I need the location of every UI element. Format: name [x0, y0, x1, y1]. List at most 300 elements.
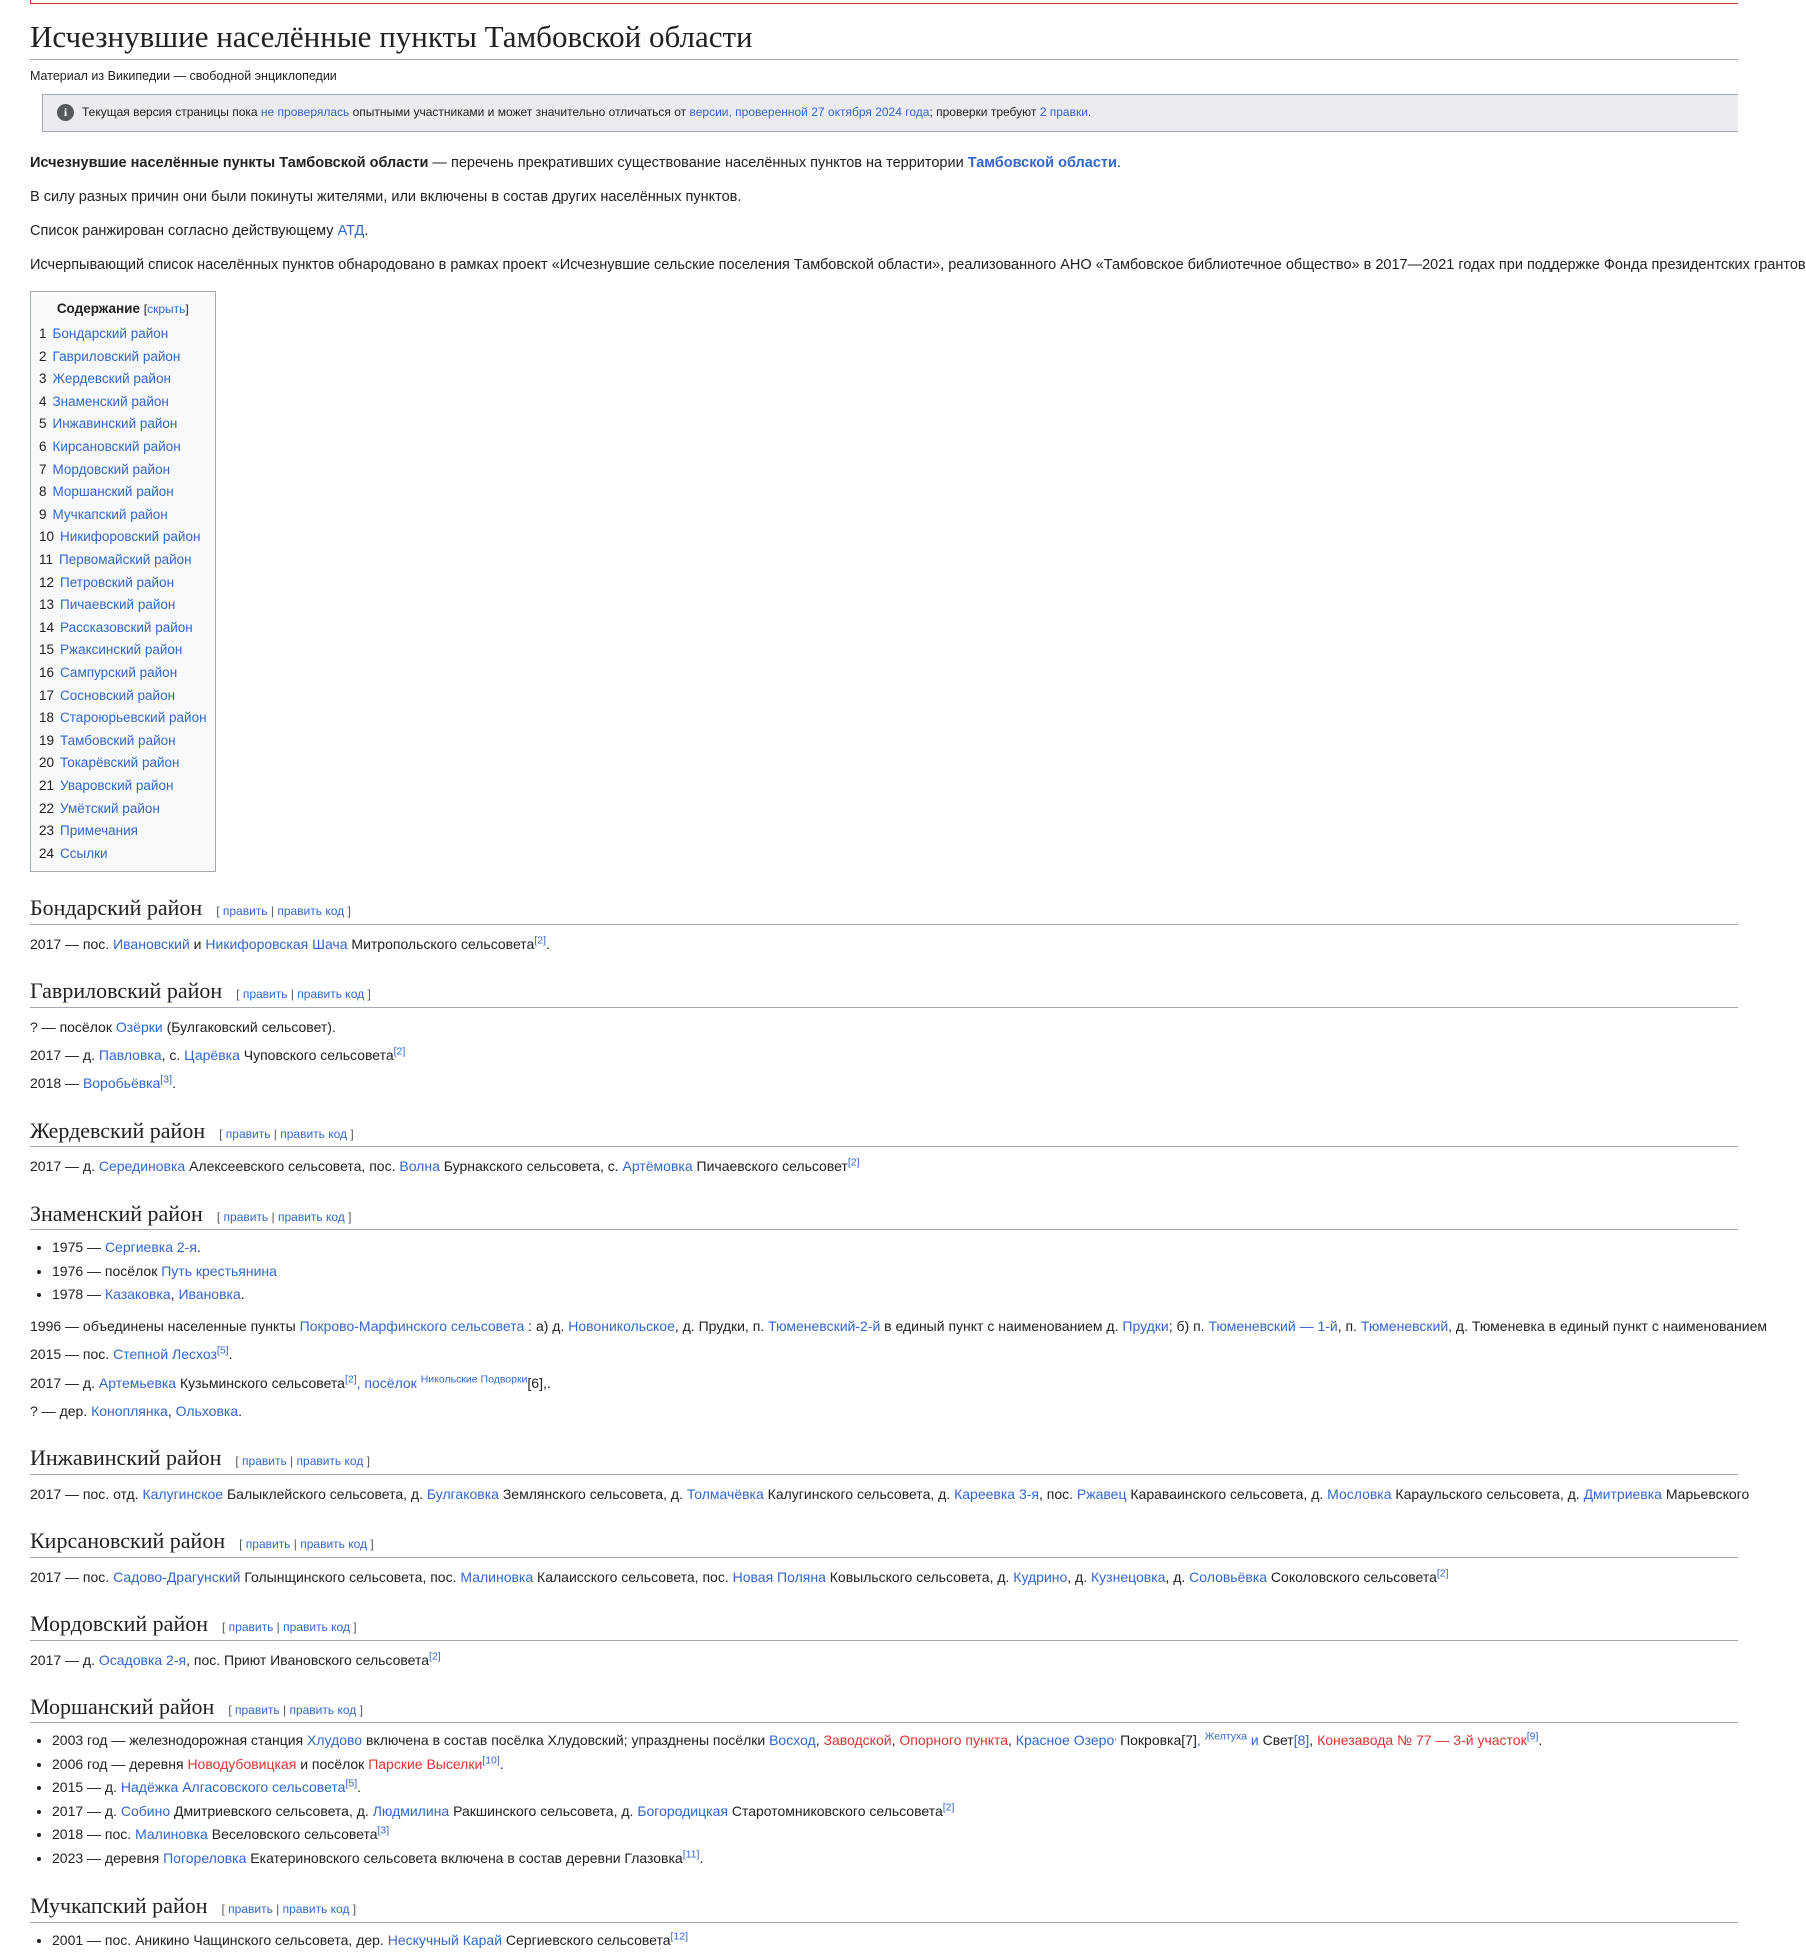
text-segment: Старотомниковского сельсовета — [727, 1802, 943, 1819]
toc-number: 18 — [39, 710, 55, 726]
edit-source-link[interactable]: править код — [297, 987, 365, 1002]
section-paragraph — [30, 1044, 1738, 1066]
edit-link[interactable]: править — [225, 1126, 271, 1141]
text-segment: Бурнакского сельсовета, с. — [439, 1158, 623, 1175]
toc-item[interactable] — [39, 368, 207, 391]
text-segment: 2015 — пос. — [30, 1346, 114, 1363]
edit-separator: | — [273, 1620, 284, 1635]
toc-item[interactable] — [39, 662, 207, 685]
text-segment: (Булгаковский сельсовет). — [162, 1018, 336, 1035]
text-segment: Калаисского сельсовета, пос. — [533, 1568, 733, 1585]
edit-link[interactable]: править — [242, 987, 288, 1002]
intro-paragraph-3: Список ранжирован согласно действующему АТД. — [30, 223, 369, 240]
toc-link[interactable]: Знаменский район — [52, 393, 169, 409]
edit-separator: | — [267, 904, 278, 919]
text-segment: Кузьминского сельсовета — [176, 1374, 345, 1391]
toc-link[interactable]: Моршанский район — [52, 484, 174, 500]
event-list — [30, 1929, 1738, 1952]
wiki-link[interactable]: Людмилина — [372, 1802, 450, 1819]
edit-source-link[interactable]: править код — [296, 1454, 364, 1469]
edit-source-link[interactable]: править код — [289, 1702, 357, 1717]
toc-link[interactable]: Сампурский район — [60, 664, 178, 680]
edit-separator: | — [270, 1126, 281, 1141]
wiki-link[interactable]: Кузнецовка — [1091, 1568, 1166, 1585]
edit-bracket: ] — [363, 1454, 370, 1469]
section-paragraph — [30, 1072, 1738, 1094]
text-segment: [6] — [527, 1374, 543, 1391]
text-segment: Екатериновского сельсовета включена в состав деревни Глазовка — [246, 1849, 683, 1866]
text-segment: Землянского сельсовета, д. — [498, 1485, 687, 1502]
edit-separator: | — [286, 1454, 297, 1469]
text-segment: 2017 — д. — [30, 1047, 99, 1064]
toc-number: 17 — [39, 687, 55, 703]
edit-section-links — [222, 1620, 357, 1634]
edit-section-links — [228, 1703, 363, 1717]
wiki-link[interactable]: Ольховка — [175, 1402, 239, 1419]
toc-number: 7 — [39, 461, 47, 477]
toc-number: 5 — [39, 416, 47, 432]
wiki-link[interactable]: [8] — [1293, 1732, 1310, 1749]
wiki-link[interactable]: Ржавец — [1076, 1485, 1127, 1502]
wiki-link[interactable]: Соловьёвка — [1189, 1568, 1268, 1585]
edit-bracket: ] — [349, 1620, 357, 1635]
edit-section-links — [235, 1454, 370, 1468]
toc-item[interactable] — [39, 346, 207, 369]
toc-item[interactable] — [39, 685, 207, 708]
wiki-link[interactable]: Серединовка — [98, 1158, 186, 1175]
text-segment: в единый пункт с наименованием д. — [880, 1317, 1123, 1334]
section-heading: Жердевский район [ править | править код ] — [30, 1117, 1738, 1148]
wiki-link[interactable]: Сергиевка 2-я — [104, 1239, 197, 1256]
toc-link[interactable]: Сосновский район — [60, 687, 176, 703]
text-segment: . — [238, 1402, 242, 1419]
list-item — [52, 1776, 1738, 1800]
reference-link[interactable]: [2] — [942, 1801, 955, 1814]
section-znamensky — [30, 1200, 1768, 1423]
wiki-link[interactable]: Никифоровская Шача — [205, 935, 348, 952]
text-segment: Голынщинского сельсовета, пос. — [240, 1568, 461, 1585]
edit-separator: | — [290, 1537, 301, 1552]
edit-link[interactable]: править — [228, 1902, 273, 1917]
toc-item[interactable] — [39, 730, 207, 753]
toc-link[interactable]: Уваровский район — [60, 777, 174, 793]
section-morshansky — [30, 1693, 1738, 1871]
redlink[interactable]: Парские Выселки — [368, 1755, 483, 1772]
toc-link[interactable]: Ссылки — [60, 845, 108, 861]
text-segment: Пичаевского сельсовет — [692, 1158, 848, 1175]
section-mordovsky — [30, 1610, 1738, 1671]
toc-item[interactable] — [39, 639, 207, 662]
intro-paragraph-4: Исчерпывающий список населённых пунктов обнародовано в рамках проект «Исчезнувшие сельские поселения Тамбовской области», реализованного АНО «Тамбовское библиотечное общество» в 2017—2021 годах при поддержке Фонда президентских грантов — [30, 257, 1806, 274]
reference-link[interactable]: , — [1114, 1730, 1121, 1743]
text-segment: 2006 год — деревня — [52, 1755, 188, 1772]
reference-link[interactable]: [2] — [1436, 1567, 1449, 1580]
text-segment: , д. — [1067, 1568, 1092, 1585]
reference-link[interactable]: [9] — [1526, 1730, 1539, 1743]
wiki-link[interactable]: Собино — [120, 1802, 171, 1819]
text-segment: , д. Прудки, п. — [674, 1317, 769, 1334]
wiki-link[interactable]: Царёвка — [184, 1047, 240, 1064]
wiki-link[interactable]: Садово-Драгунский — [113, 1568, 241, 1585]
wiki-link[interactable]: Богородицкая — [637, 1802, 728, 1819]
toc-link[interactable]: Рассказовский район — [60, 619, 193, 635]
toc-link[interactable]: Примечания — [60, 823, 138, 839]
toc-number: 4 — [39, 393, 47, 409]
toc-item[interactable] — [39, 504, 207, 527]
reference — [217, 1344, 229, 1356]
reference-link[interactable]: [10] — [482, 1754, 500, 1767]
toc-number: 14 — [39, 619, 55, 635]
wiki-link[interactable]: Хлудово — [307, 1732, 363, 1749]
text-segment: , — [1309, 1732, 1318, 1749]
atd-link[interactable]: АТД — [337, 223, 365, 240]
text-segment: 2003 год — железнодорожная станция — [52, 1732, 308, 1749]
text-segment: , с. — [161, 1047, 185, 1064]
toc-number: 21 — [39, 777, 55, 793]
text-segment: 1978 — — [52, 1286, 105, 1303]
toc-link[interactable]: Ржаксинский район — [60, 642, 183, 658]
toc-number: 1 — [39, 326, 47, 342]
reference-link[interactable]: [12] — [670, 1930, 689, 1943]
toc-number: 9 — [39, 506, 47, 522]
reference-link[interactable]: [2] — [393, 1045, 406, 1058]
section-paragraph — [30, 1372, 1738, 1394]
edit-section-links — [236, 987, 371, 1001]
reference — [378, 1825, 390, 1837]
pending-edits-link[interactable]: 2 правки — [1039, 105, 1088, 120]
wiki-link[interactable]: Красное Озеро — [1015, 1732, 1115, 1749]
text-segment: Свет — [1262, 1732, 1294, 1749]
list-item — [52, 1929, 1738, 1952]
toc-link[interactable]: Пичаевский район — [60, 597, 176, 613]
toc-number: 15 — [39, 642, 55, 658]
reference — [848, 1157, 860, 1169]
edit-bracket: [ — [221, 1902, 229, 1917]
text-segment: 1996 — объединены населенные пункты — [30, 1317, 300, 1334]
wiki-link[interactable]: Артемьевка — [98, 1374, 177, 1391]
reference-link[interactable]: [2] — [534, 934, 546, 947]
wiki-link[interactable]: Надёжка Алгасовского сельсовета — [120, 1779, 346, 1796]
edit-bracket: ] — [344, 904, 351, 919]
reference — [671, 1930, 689, 1942]
wiki-link[interactable]: Кудрино — [1013, 1568, 1068, 1585]
wiki-link[interactable]: Нескучный Карай — [387, 1931, 503, 1948]
toc-link[interactable]: Первомайский район — [59, 551, 192, 567]
reviewed-version-link[interactable]: версии, проверенной 27 октября 2024 года — [689, 105, 930, 120]
reference — [429, 1650, 441, 1662]
edit-separator: | — [279, 1702, 290, 1717]
toc-number: 13 — [39, 597, 55, 613]
text-segment: : а) д. — [524, 1317, 569, 1334]
text-segment: Соколовского сельсовета — [1267, 1568, 1437, 1585]
edit-source-link[interactable]: править код — [277, 904, 345, 919]
section-paragraph — [30, 1343, 1738, 1365]
reference-link[interactable]: [5] — [216, 1344, 229, 1357]
redlink[interactable]: Конезавода № 77 — 3-й участок — [1317, 1732, 1527, 1749]
toc-list — [39, 323, 207, 865]
edit-source-link[interactable]: править код — [277, 1209, 345, 1224]
reference — [683, 1848, 700, 1860]
toc-link[interactable]: Тамбовский район — [60, 732, 176, 748]
text-segment: , п. — [1337, 1317, 1361, 1334]
wiki-link[interactable]: Ивановский — [113, 935, 190, 952]
reference-link[interactable]: [2] — [847, 1156, 860, 1169]
toc-item[interactable] — [39, 549, 207, 572]
reference-link[interactable]: [11] — [682, 1848, 700, 1861]
text-segment: . — [240, 1286, 245, 1303]
toc-link[interactable]: Староюрьевский район — [60, 710, 207, 726]
reference — [482, 1754, 500, 1766]
not-reviewed-link[interactable]: не проверялась — [260, 105, 350, 120]
section-zherdevsky — [30, 1117, 1738, 1178]
reference — [394, 1045, 406, 1057]
toc-link[interactable]: Умётский район — [60, 800, 160, 816]
text-segment: , — [167, 1402, 176, 1419]
edit-source-link[interactable]: править код — [283, 1620, 350, 1635]
list-item — [52, 1236, 1738, 1260]
toc-link[interactable]: Инжавинский район — [52, 416, 178, 432]
notice-text: Текущая версия страницы пока не проверялась опытными участниками и может значительно отличаться от версии, проверенной 27 октября 2024 года; проверки требуют 2 правки. — [82, 105, 1092, 120]
text-segment: 2017 — д. — [30, 1374, 99, 1391]
toc-item[interactable] — [39, 843, 207, 866]
section-heading: Моршанский район [ править | править код ] — [30, 1693, 1738, 1724]
reference — [421, 1373, 528, 1385]
redlink[interactable]: Новодубовицкая — [187, 1755, 297, 1772]
edit-separator: | — [268, 1209, 278, 1224]
wiki-link[interactable]: Погореловка — [163, 1849, 247, 1866]
text-segment: ? — посёлок — [30, 1018, 116, 1035]
section-paragraph — [30, 1566, 1738, 1588]
text-segment: [7] — [1181, 1732, 1197, 1749]
toc-item[interactable] — [39, 572, 207, 595]
wiki-link[interactable]: Новоникольское — [568, 1317, 675, 1334]
reference-link[interactable]: [3] — [377, 1824, 390, 1837]
toc-link[interactable]: Никифоровский район — [60, 529, 201, 545]
wiki-link[interactable]: Булгаковка — [426, 1485, 499, 1502]
toc-item[interactable] — [39, 459, 207, 482]
text-segment: , пос. Приют Ивановского сельсовета — [186, 1651, 430, 1668]
toc-item[interactable] — [39, 798, 207, 821]
edit-bracket: [ — [235, 1454, 243, 1469]
section-heading: Знаменский район [ править | править код ] — [30, 1200, 1738, 1231]
wiki-link[interactable]: Волна — [399, 1158, 440, 1175]
text-segment: Веселовского сельсовета — [207, 1826, 378, 1843]
text-segment: Балыклейского сельсовета, д. — [223, 1485, 427, 1502]
list-item — [52, 1800, 1738, 1824]
edit-source-link[interactable]: править код — [280, 1126, 348, 1141]
text-segment: ,. — [543, 1374, 551, 1391]
section-heading: Мучкапский район [ править | править код ] — [30, 1892, 1738, 1923]
wiki-link[interactable]: Толмачёвка — [686, 1485, 764, 1502]
edit-bracket: ] — [349, 1902, 357, 1917]
wiki-link[interactable]: Тюменевский — [1360, 1317, 1449, 1334]
toc-link[interactable]: Бондарский район — [52, 326, 169, 342]
edit-link[interactable]: править — [245, 1537, 291, 1552]
toc-link[interactable]: Кирсановский район — [52, 439, 181, 454]
toc-item[interactable] — [39, 707, 207, 730]
reference-link[interactable]: Желтуха — [1204, 1730, 1247, 1743]
toc-number: 10 — [39, 529, 55, 545]
reference-link[interactable]: [5] — [345, 1777, 358, 1790]
text-segment: ; б) п. — [1168, 1317, 1209, 1334]
text-segment: Караваинского сельсовета, д. — [1126, 1485, 1328, 1502]
text-segment: . — [1538, 1732, 1543, 1749]
edit-link[interactable]: править — [242, 1454, 287, 1469]
toc-link[interactable]: Мордовский район — [52, 461, 171, 477]
toc-link[interactable]: Токарёвский район — [60, 755, 180, 771]
text-segment: ? — дер. — [30, 1402, 92, 1419]
edit-section-links — [216, 904, 351, 918]
text-segment: Митропольского сельсовета — [347, 935, 535, 952]
text-segment: Ковыльского сельсовета, д. — [825, 1568, 1014, 1585]
section-heading: Бондарский район [ править | править код ] — [30, 894, 1738, 925]
wiki-link[interactable]: Прудки — [1122, 1317, 1169, 1334]
intro-paragraph-2: В силу разных причин они были покинуты жителями, или включены в состав других населённых пунктов. — [30, 188, 742, 205]
redlink[interactable]: Заводской — [823, 1732, 892, 1749]
reference — [345, 1778, 357, 1790]
toc-item[interactable] — [39, 594, 207, 617]
toc-number: 6 — [39, 439, 47, 454]
section-paragraph — [30, 1649, 1738, 1671]
wiki-link[interactable]: Путь крестьянина — [161, 1262, 277, 1279]
text-segment: 2017 — д. — [52, 1802, 121, 1819]
edit-link[interactable]: править — [228, 1620, 274, 1635]
list-item — [52, 1753, 1738, 1777]
text-segment: . — [546, 935, 550, 952]
section-gavrilovsky — [30, 977, 1738, 1095]
list-item — [52, 1260, 1738, 1284]
text-segment: 2017 — пос. — [30, 935, 114, 952]
section-inzhavinsky — [30, 1444, 1750, 1505]
toc-item[interactable] — [39, 413, 207, 436]
toc-link[interactable]: Жердевский район — [52, 371, 171, 387]
list-item — [52, 1823, 1738, 1847]
section-heading: Гавриловский район [ править | править код ] — [30, 977, 1738, 1008]
wiki-link[interactable]: Казаковка — [104, 1286, 171, 1303]
wiki-link[interactable]: Покрово-Марфинского сельсовета — [299, 1317, 525, 1334]
wiki-link[interactable]: Восход — [769, 1732, 816, 1749]
section-paragraph — [30, 1400, 1738, 1422]
wiki-link[interactable]: Озёрки — [115, 1018, 163, 1035]
wiki-link[interactable]: Ивановка — [178, 1286, 241, 1303]
wiki-link[interactable]: Малиновка — [460, 1568, 534, 1585]
toc-link[interactable]: Мучкапский район — [52, 506, 168, 522]
text-segment: , д. — [1165, 1568, 1190, 1585]
edit-bracket: [ — [219, 1126, 226, 1141]
edit-bracket: [ — [216, 904, 223, 919]
wiki-link[interactable]: Осадовка 2-я — [98, 1651, 187, 1668]
reference-link[interactable]: [2] — [429, 1649, 441, 1662]
list-item — [52, 1283, 1738, 1307]
edit-section-links — [222, 1902, 357, 1916]
toc-number: 2 — [39, 348, 47, 364]
text-segment: , — [891, 1732, 900, 1749]
toc-link[interactable]: Петровский район — [60, 574, 175, 590]
reference-link[interactable]: [3] — [160, 1073, 173, 1086]
text-segment: Ракшинского сельсовета, д. — [449, 1802, 638, 1819]
toc-toggle[interactable]: скрыть — [147, 302, 186, 317]
intro — [30, 152, 1806, 278]
edit-bracket: [ — [222, 1620, 229, 1635]
toc-item[interactable] — [39, 617, 207, 640]
edit-bracket: [ — [236, 987, 243, 1002]
toc-item[interactable] — [39, 752, 207, 775]
text-segment: и — [189, 935, 206, 952]
toc-item[interactable] — [39, 775, 207, 798]
toc-item[interactable] — [39, 391, 207, 414]
redlink[interactable]: Опорного пункта — [899, 1732, 1009, 1749]
reference — [1527, 1731, 1539, 1743]
wiki-link[interactable]: Артёмовка — [622, 1158, 693, 1175]
text-segment: , — [1008, 1732, 1016, 1749]
text-segment: , д. Тюменевка в единый пункт с наименованием — [1448, 1317, 1768, 1334]
edit-source-link[interactable]: править код — [282, 1902, 350, 1917]
edit-bracket: [ — [228, 1702, 235, 1717]
section-bondarsky — [30, 894, 1738, 955]
wiki-link[interactable]: Дмитриевка — [1583, 1485, 1662, 1502]
toc-item[interactable] — [39, 436, 207, 459]
wiki-link[interactable]: , — [1196, 1732, 1205, 1749]
text-segment: включена в состав посёлка Хлудовский; упразднены посёлки — [362, 1732, 770, 1749]
text-segment: 2017 — д. — [30, 1651, 99, 1668]
toc-link[interactable]: Гавриловский район — [52, 348, 181, 364]
wiki-link[interactable]: Воробьёвка — [82, 1075, 161, 1092]
list-item — [52, 1729, 1738, 1753]
toc-item[interactable] — [39, 820, 207, 843]
edit-link[interactable]: править — [223, 1209, 269, 1224]
wiki-link[interactable]: , посёлок — [356, 1374, 421, 1391]
wiki-link[interactable]: Степной Лесхоз — [113, 1346, 217, 1363]
wiki-link[interactable]: Новая Поляна — [732, 1568, 826, 1585]
reference — [534, 934, 546, 946]
wiki-link[interactable]: Тюменевский-2-й — [768, 1317, 881, 1334]
toc-item[interactable] — [39, 526, 207, 549]
text-segment: 2018 — пос. — [52, 1826, 136, 1843]
edit-link[interactable]: править — [222, 904, 268, 919]
toc-item[interactable] — [39, 323, 207, 346]
wiki-link[interactable]: Малиновка — [135, 1826, 208, 1843]
wiki-link[interactable]: и — [1246, 1732, 1263, 1749]
text-segment: . — [228, 1346, 233, 1363]
toc-number: 20 — [39, 755, 55, 771]
wiki-link[interactable]: Кареевка 3-я — [954, 1485, 1039, 1502]
toc-item[interactable] — [39, 481, 207, 504]
intro-paragraph-1: Исчезнувшие населённые пункты Тамбовской области — перечень прекративших существование населённых пунктов на территории Тамбовской области. — [30, 154, 1121, 171]
text-segment: Караульского сельсовета, д. — [1391, 1485, 1584, 1502]
edit-source-link[interactable]: править код — [300, 1537, 368, 1552]
text-segment: 2017 — пос. — [30, 1568, 114, 1585]
edit-link[interactable]: править — [234, 1702, 280, 1717]
toc-number: 8 — [39, 484, 47, 500]
section-heading: Кирсановский район [ править | править код ] — [30, 1527, 1738, 1558]
text-segment: . — [357, 1779, 362, 1796]
wiki-link[interactable]: Павловка — [98, 1047, 162, 1064]
reference-link[interactable]: [2] — [344, 1372, 357, 1385]
text-segment: Сергиевского сельсовета — [502, 1931, 671, 1948]
text-segment: 1975 — — [52, 1239, 105, 1256]
text-segment: Дмитриевского сельсовета, д. — [170, 1802, 373, 1819]
text-segment: . — [196, 1239, 201, 1256]
reference — [1437, 1567, 1449, 1579]
tambov-oblast-link[interactable]: Тамбовской области — [967, 154, 1117, 171]
wiki-link[interactable]: Тюменевский — 1-й — [1208, 1317, 1338, 1334]
edit-bracket: ] — [356, 1702, 363, 1717]
info-icon: i — [57, 104, 74, 121]
wiki-link[interactable]: Мословка — [1327, 1485, 1392, 1502]
reference-link[interactable]: Никольские Подворки — [420, 1372, 528, 1385]
wiki-link[interactable]: Коноплянка — [91, 1402, 168, 1419]
wiki-link[interactable]: Калугинское — [142, 1485, 224, 1502]
